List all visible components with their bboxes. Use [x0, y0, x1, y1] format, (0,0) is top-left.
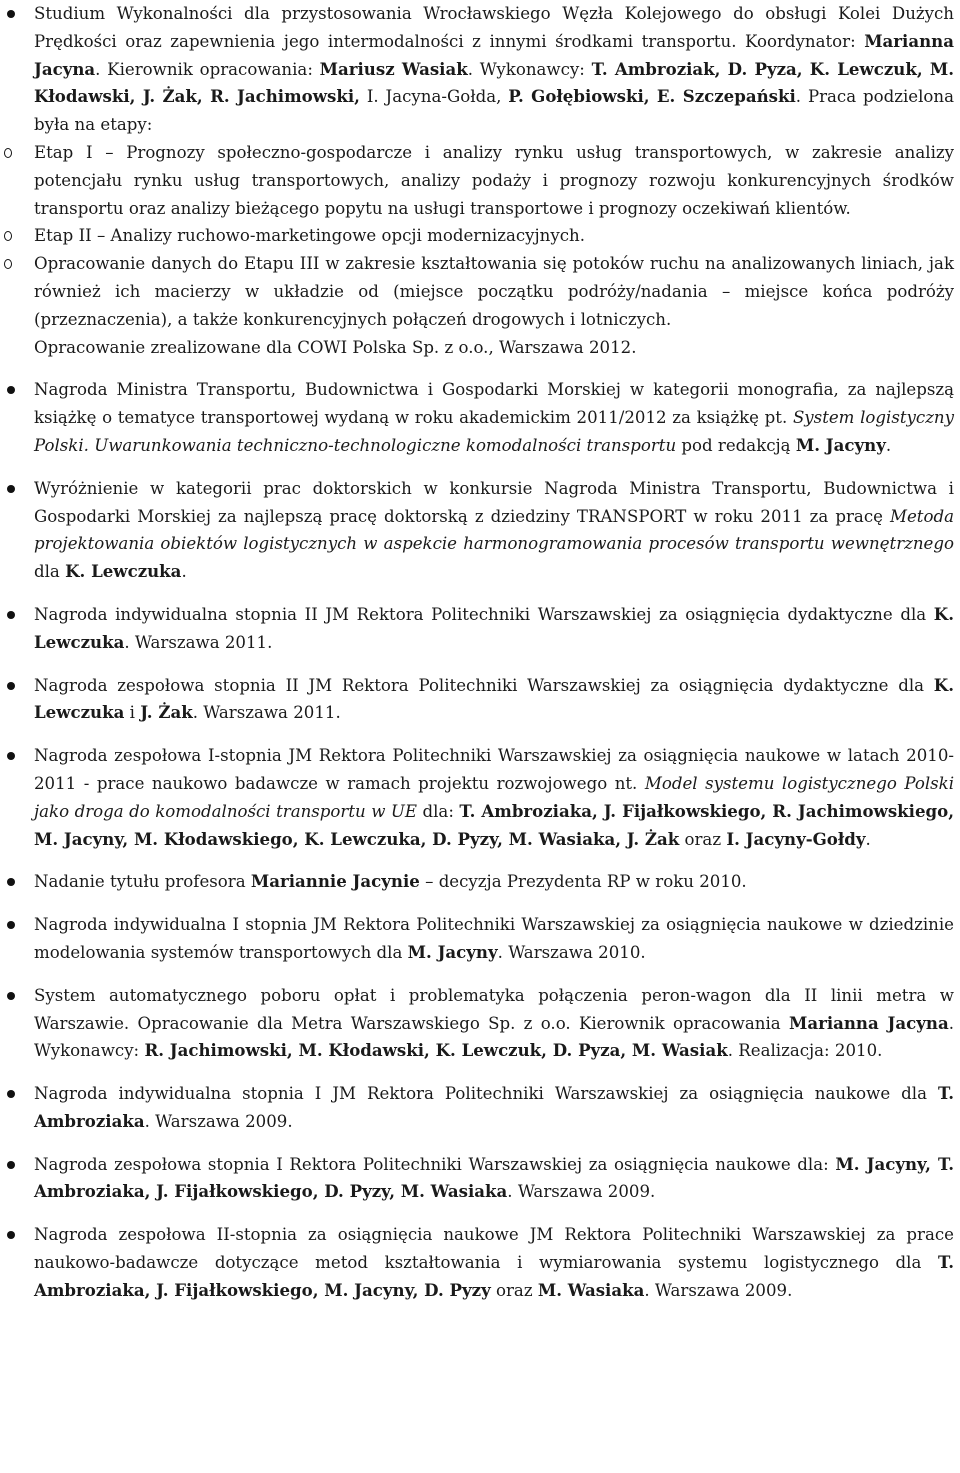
text-run: System automatycznego poboru opłat i problematyka połączenia peron-wagon dla II linii metra w Warszawie. Opracowanie dla Metra Warszawskiego Sp. z o.o. Kierownik opracowania	[34, 985, 954, 1033]
text-run: Nagroda indywidualna stopnia I JM Rektora Politechniki Warszawskiej za osiągnięcia naukowe dla	[34, 1084, 938, 1104]
list-item-text	[34, 911, 954, 967]
bold-text: P. Gołębiowski, E. Szczepański	[508, 86, 796, 107]
text-run: Studium Wykonalności dla przystosowania Wrocławskiego Węzła Kolejowego do obsługi Kolei Dużych Prędkości oraz zapewnienia jego intermodalności z innymi środkami transportu. Koordynator:	[34, 4, 954, 51]
text-run: Nagroda zespołowa I-stopnia JM Rektora Politechniki Warszawskiej za osiągnięcia naukowe w latach 2010-2011 - prace naukowo badawcze w ramach projektu rozwojowego nt.	[34, 746, 954, 793]
text-run: . Wykonawcy:	[467, 59, 592, 79]
list-item	[0, 1221, 954, 1304]
text-run: . Praca podzielona była na etapy:	[34, 87, 954, 135]
bullet-icon	[7, 1231, 15, 1239]
italic-title: Model systemu logistycznego Polski jako droga do komodalności transportu w UE	[34, 773, 955, 821]
list-item	[0, 672, 954, 728]
bullet-icon	[7, 878, 15, 886]
list-item-text	[34, 1151, 954, 1207]
italic-title: System logistyczny Polski. Uwarunkowania techniczno-technologiczne komodalności transportu	[34, 408, 954, 455]
text-run: oraz	[679, 829, 727, 849]
list-item	[0, 601, 954, 657]
text-run: .	[885, 435, 892, 455]
list-item	[0, 0, 954, 361]
text-run: I. Jacyna-Gołda,	[359, 87, 509, 107]
circle-bullet-icon	[4, 231, 12, 241]
text-run: . Warszawa 2011.	[192, 703, 341, 723]
text-run: . Warszawa 2009.	[144, 1111, 293, 1131]
bold-text: T. Ambroziaka, J. Fijałkowskiego, R. Jachimowskiego, M. Jacyny, M. Kłodawskiego, K. Lewczuka, D. Pyzy, M. Wasiaka, J. Żak	[34, 800, 954, 849]
text-run: Nagroda Ministra Transportu, Budownictwa i Gospodarki Morskiej w kategorii monografia, za najlepszą książkę o tematyce transportowej wydaną w roku akademickim 2011/2012 za książkę pt.	[34, 380, 954, 428]
list-item	[0, 1080, 954, 1136]
list-item	[0, 742, 954, 853]
text-run: Wyróżnienie w kategorii prac doktorskich w konkursie Nagroda Ministra Transportu, Budownictwa i Gospodarki Morskiej za najlepszą pracę doktorską z dziedziny TRANSPORT w roku 2011 za pracę	[34, 478, 954, 526]
bullet-icon	[7, 611, 15, 619]
text-run: Nagroda zespołowa stopnia II JM Rektora Politechniki Warszawskiej za osiągnięcia dydaktyczne dla	[34, 675, 934, 695]
text-run: Nadanie tytułu profesora	[34, 872, 251, 892]
text-run: dla	[34, 562, 66, 582]
closing-note	[34, 334, 954, 362]
sub-list	[34, 139, 954, 334]
text-run: . Wykonawcy:	[34, 1013, 954, 1061]
circle-bullet-icon	[4, 259, 12, 269]
circle-bullet-icon	[4, 148, 12, 158]
bold-text: T. Ambroziaka, J. Fijałkowskiego, M. Jacyny, D. Pyzy	[34, 1252, 954, 1300]
text-run: . Realizacja: 2010.	[727, 1041, 883, 1061]
text-run: .	[181, 562, 187, 582]
list-item	[0, 868, 954, 896]
sub-list-item	[0, 222, 954, 250]
text-run: Nagroda indywidualna I stopnia JM Rektora Politechniki Warszawskiej za osiągnięcia naukowe w dziedzinie modelowania systemów transportowych dla	[34, 915, 954, 962]
text-run: Etap I – Prognozy społeczno-gospodarcze i analizy rynku usług transportowych, w zakresie analizy potencjału rynku usług transportowych, analizy podaży i prognozy rozwoju konkurencyjnych środków transportu oraz analizy bieżącego popytu na usługi transportowe i prognozy oczekiwań klientów.	[34, 142, 954, 218]
list-item-text	[34, 982, 954, 1065]
bullet-icon	[7, 10, 15, 18]
list-item-text	[34, 376, 954, 459]
bullet-icon	[7, 1161, 15, 1169]
bold-text: I. Jacyny-Gołdy	[726, 828, 866, 849]
bold-text: T. Ambroziaka	[34, 1083, 954, 1131]
bullet-icon	[7, 1090, 15, 1098]
list-item-text	[34, 0, 954, 139]
bold-text: M. Wasiaka	[537, 1279, 645, 1300]
bold-text: Marianna Jacyna	[788, 1012, 949, 1033]
bullet-icon	[7, 682, 15, 690]
text-run: pod redakcją	[676, 435, 796, 455]
bold-text: M. Jacyny	[795, 434, 886, 455]
bold-text: M. Jacyny	[407, 941, 498, 962]
bold-text: M. Jacyny, T. Ambroziaka, J. Fijałkowskiego, D. Pyzy, M. Wasiaka	[34, 1153, 955, 1202]
text-run: . Warszawa 2010.	[497, 942, 646, 962]
text-run: i	[124, 703, 141, 723]
bold-text: K. Lewczuka	[34, 603, 954, 652]
text-run: oraz	[490, 1280, 538, 1300]
text-run: – decyzja Prezydenta RP w roku 2010.	[419, 872, 747, 892]
text-run: . Warszawa 2009.	[507, 1182, 656, 1202]
list-item	[0, 376, 954, 459]
list-item	[0, 1151, 954, 1207]
list-item-text	[34, 475, 954, 586]
list-item-text	[34, 1221, 954, 1304]
text-run: Nagroda zespołowa stopnia I Rektora Politechniki Warszawskiej za osiągnięcia naukowe dla:	[34, 1154, 836, 1174]
text-run: .	[865, 829, 871, 849]
text-run: dla:	[417, 801, 460, 821]
bold-text: T. Ambroziak, D. Pyza, K. Lewczuk, M. Kłodawski, J. Żak, R. Jachimowski,	[34, 58, 954, 107]
list-item-text	[34, 1080, 954, 1136]
bullet-icon	[7, 752, 15, 760]
text-run: Opracowanie zrealizowane dla COWI Polska Sp. z o.o., Warszawa 2012.	[34, 337, 637, 357]
bold-text: Marianna Jacyna	[34, 30, 954, 79]
bold-text: Mariusz Wasiak	[319, 58, 468, 79]
text-run: . Warszawa 2011.	[124, 632, 273, 652]
text-run: Opracowanie danych do Etapu III w zakresie kształtowania się potoków ruchu na analizowanych liniach, jak również ich macierzy w układzie od (miejsce początku podróży/nadania – miejsce końca podróży (przeznaczenia), a także konkurencyjnych połączeń drogowych i lotniczych.	[34, 254, 954, 329]
list-item-text	[34, 742, 954, 853]
list-item	[0, 982, 954, 1065]
bold-text: J. Żak	[140, 702, 193, 723]
text-run: Nagroda indywidualna stopnia II JM Rektora Politechniki Warszawskiej za osiągnięcia dydaktyczne dla	[34, 604, 934, 624]
bullet-icon	[7, 992, 15, 1000]
list-item	[0, 475, 954, 586]
bold-text: Mariannie Jacynie	[250, 871, 420, 892]
list-item	[0, 911, 954, 967]
text-run: . Warszawa 2009.	[644, 1280, 793, 1300]
italic-title: Metoda projektowania obiektów logistycznych w aspekcie harmonogramowania procesów transportu wewnętrznego	[34, 506, 954, 554]
bullet-icon	[7, 386, 15, 394]
list-item-text	[34, 672, 954, 728]
bullet-icon	[7, 485, 15, 493]
bold-text: K. Lewczuka	[65, 561, 182, 582]
list-item-text	[34, 601, 954, 657]
text-run: Etap II – Analizy ruchowo-marketingowe opcji modernizacyjnych.	[34, 226, 585, 246]
bold-text: R. Jachimowski, M. Kłodawski, K. Lewczuk, D. Pyza, M. Wasiak	[144, 1040, 728, 1061]
bullet-icon	[7, 921, 15, 929]
list-item-text	[34, 868, 954, 896]
bold-text: K. Lewczuka	[34, 674, 954, 723]
text-run: . Kierownik opracowania:	[95, 59, 320, 79]
sub-list-item	[0, 250, 954, 333]
sub-list-item	[0, 139, 954, 222]
text-run: Nagroda zespołowa II-stopnia za osiągnięcia naukowe JM Rektora Politechniki Warszawskiej za prace naukowo-badawcze dotyczące metod kształtowania i wymiarowania systemu logistycznego dla	[34, 1225, 954, 1273]
